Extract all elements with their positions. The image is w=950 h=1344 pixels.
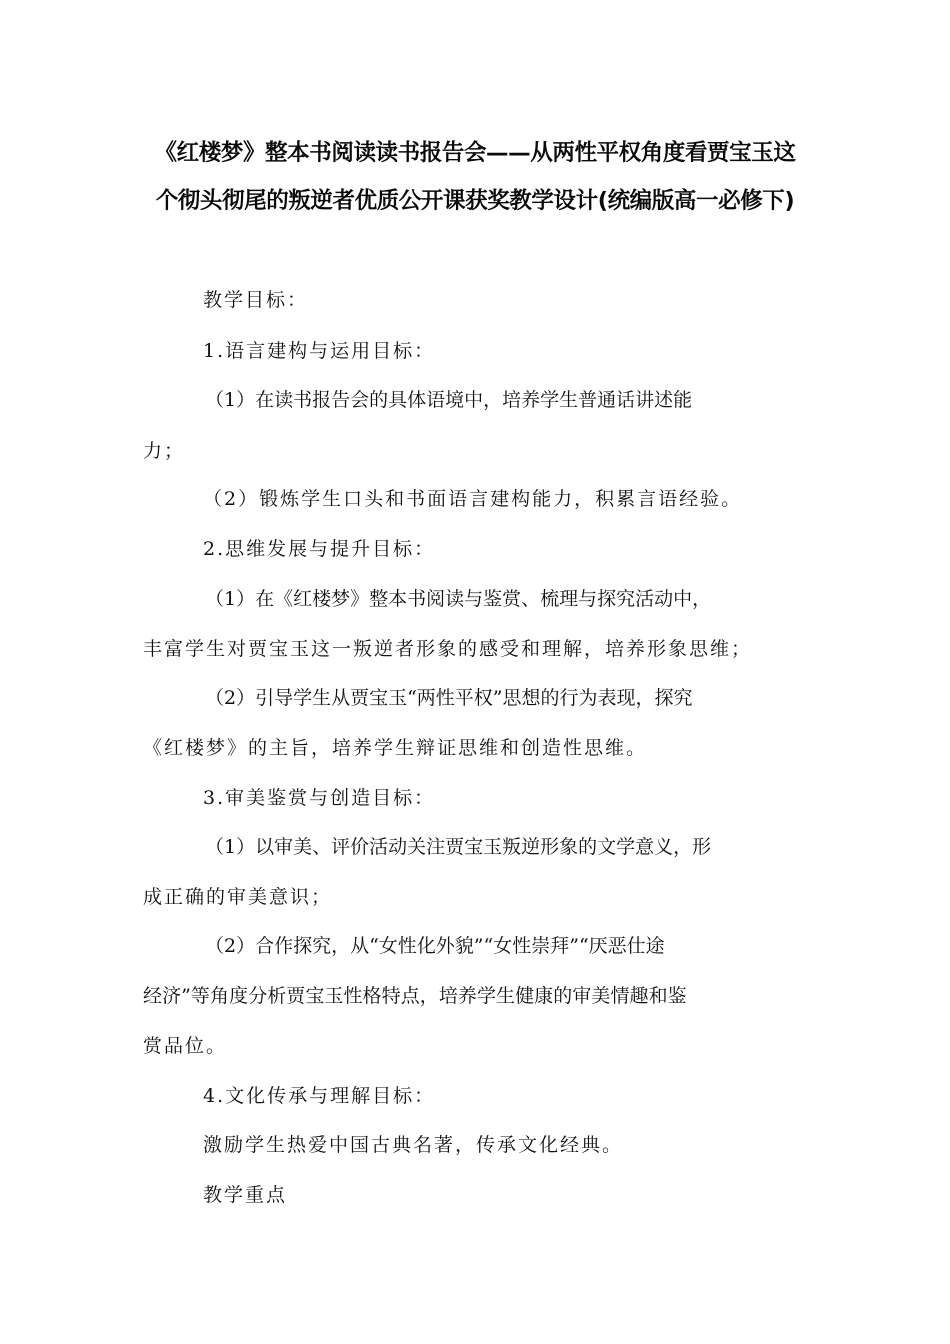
section-heading-key-points: 教学重点 (203, 1184, 288, 1206)
paragraph-line: 成正确的审美意识； (143, 886, 333, 908)
paragraph-line: （1）在《红楼梦》整本书阅读与鉴赏、梳理与探究活动中， (205, 588, 712, 610)
section-heading-teaching-goals: 教学目标： (203, 289, 309, 311)
paragraph-line: （2）锻炼学生口头和书面语言建构能力，积累言语经验。 (203, 488, 743, 510)
paragraph-line: 经济”等角度分析贾宝玉性格特点，培养学生健康的审美情趣和鉴 (143, 985, 687, 1007)
document-title-line-1: 《红楼梦》整本书阅读读书报告会——从两性平权角度看贾宝玉这 (154, 140, 796, 166)
paragraph-line: （2）引导学生从贾宝玉“两性平权”思想的行为表现，探究 (205, 687, 693, 709)
paragraph-line: （1）在读书报告会的具体语境中，培养学生普通话讲述能 (205, 389, 693, 411)
paragraph-line: （2）合作探究，从“女性化外貌”“女性崇拜”“厌恶仕途 (205, 935, 665, 957)
paragraph-line: 丰富学生对贾宝玉这一叛逆者形象的感受和理解，培养形象思维； (143, 638, 753, 660)
goal-heading-culture: 4.文化传承与理解目标： (203, 1085, 436, 1107)
goal-heading-thinking: 2.思维发展与提升目标： (203, 538, 436, 560)
paragraph-line: 《红楼梦》的主旨，培养学生辩证思维和创造性思维。 (143, 737, 648, 759)
paragraph-line: 赏品位。 (143, 1035, 228, 1057)
paragraph-line: 激励学生热爱中国古典名著，传承文化经典。 (203, 1134, 624, 1156)
paragraph-line: 力； (143, 440, 186, 462)
goal-heading-aesthetics: 3.审美鉴赏与创造目标： (203, 787, 436, 809)
goal-heading-language: 1.语言建构与运用目标： (203, 340, 436, 362)
document-title-line-2: 个彻头彻尾的叛逆者优质公开课获奖教学设计(统编版高一必修下) (155, 188, 795, 214)
paragraph-line: （1）以审美、评价活动关注贾宝玉叛逆形象的文学意义，形 (205, 836, 712, 858)
